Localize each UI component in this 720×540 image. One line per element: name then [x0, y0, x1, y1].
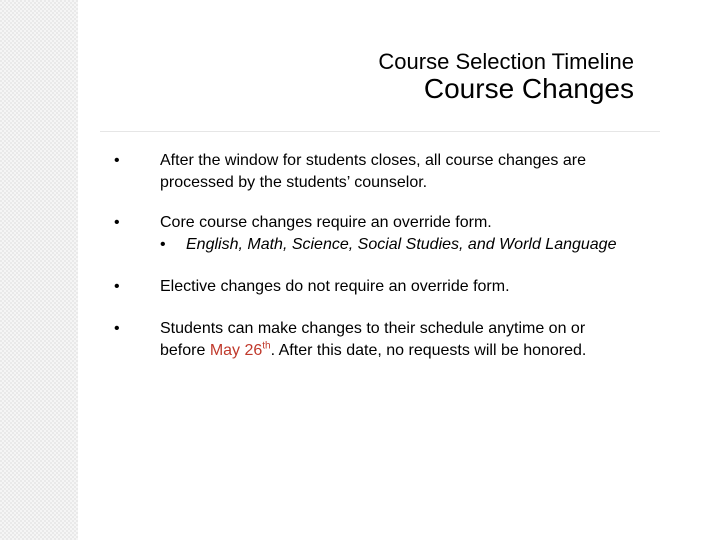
slide-title: Course Changes — [423, 73, 634, 104]
date-superscript: th — [262, 340, 271, 352]
bullet-item — [114, 276, 634, 298]
bullet-icon: • — [114, 278, 120, 295]
bullet-text: Elective changes do not require an override form. — [160, 278, 510, 295]
bullet-icon: • — [114, 152, 120, 169]
bullet-text-after: . After this date, no requests will be honored. — [270, 342, 587, 359]
bullet-text: Core course changes require an override form. — [160, 214, 492, 231]
header-divider — [100, 131, 660, 132]
bullet-icon: • — [114, 320, 120, 337]
sub-bullet-item — [114, 234, 634, 256]
bullet-text: After the window for students closes, all course changes are processed by the students’ counselor. — [160, 152, 586, 191]
bullet-list — [114, 150, 634, 362]
slide-subtitle: Course Selection Timeline — [378, 49, 634, 74]
sub-bullet-text: English, Math, Science, Social Studies, and World Language — [186, 236, 617, 253]
bullet-item — [114, 150, 634, 194]
bullet-text-before: Students can make changes to their schedule anytime on or before — [160, 320, 586, 359]
sub-bullet-icon: • — [160, 236, 166, 253]
bullet-item — [114, 318, 634, 362]
bullet-icon: • — [114, 214, 120, 231]
bullet-item — [114, 212, 634, 234]
decorative-side-strip — [0, 0, 78, 540]
deadline-date: May 26th — [209, 340, 271, 359]
